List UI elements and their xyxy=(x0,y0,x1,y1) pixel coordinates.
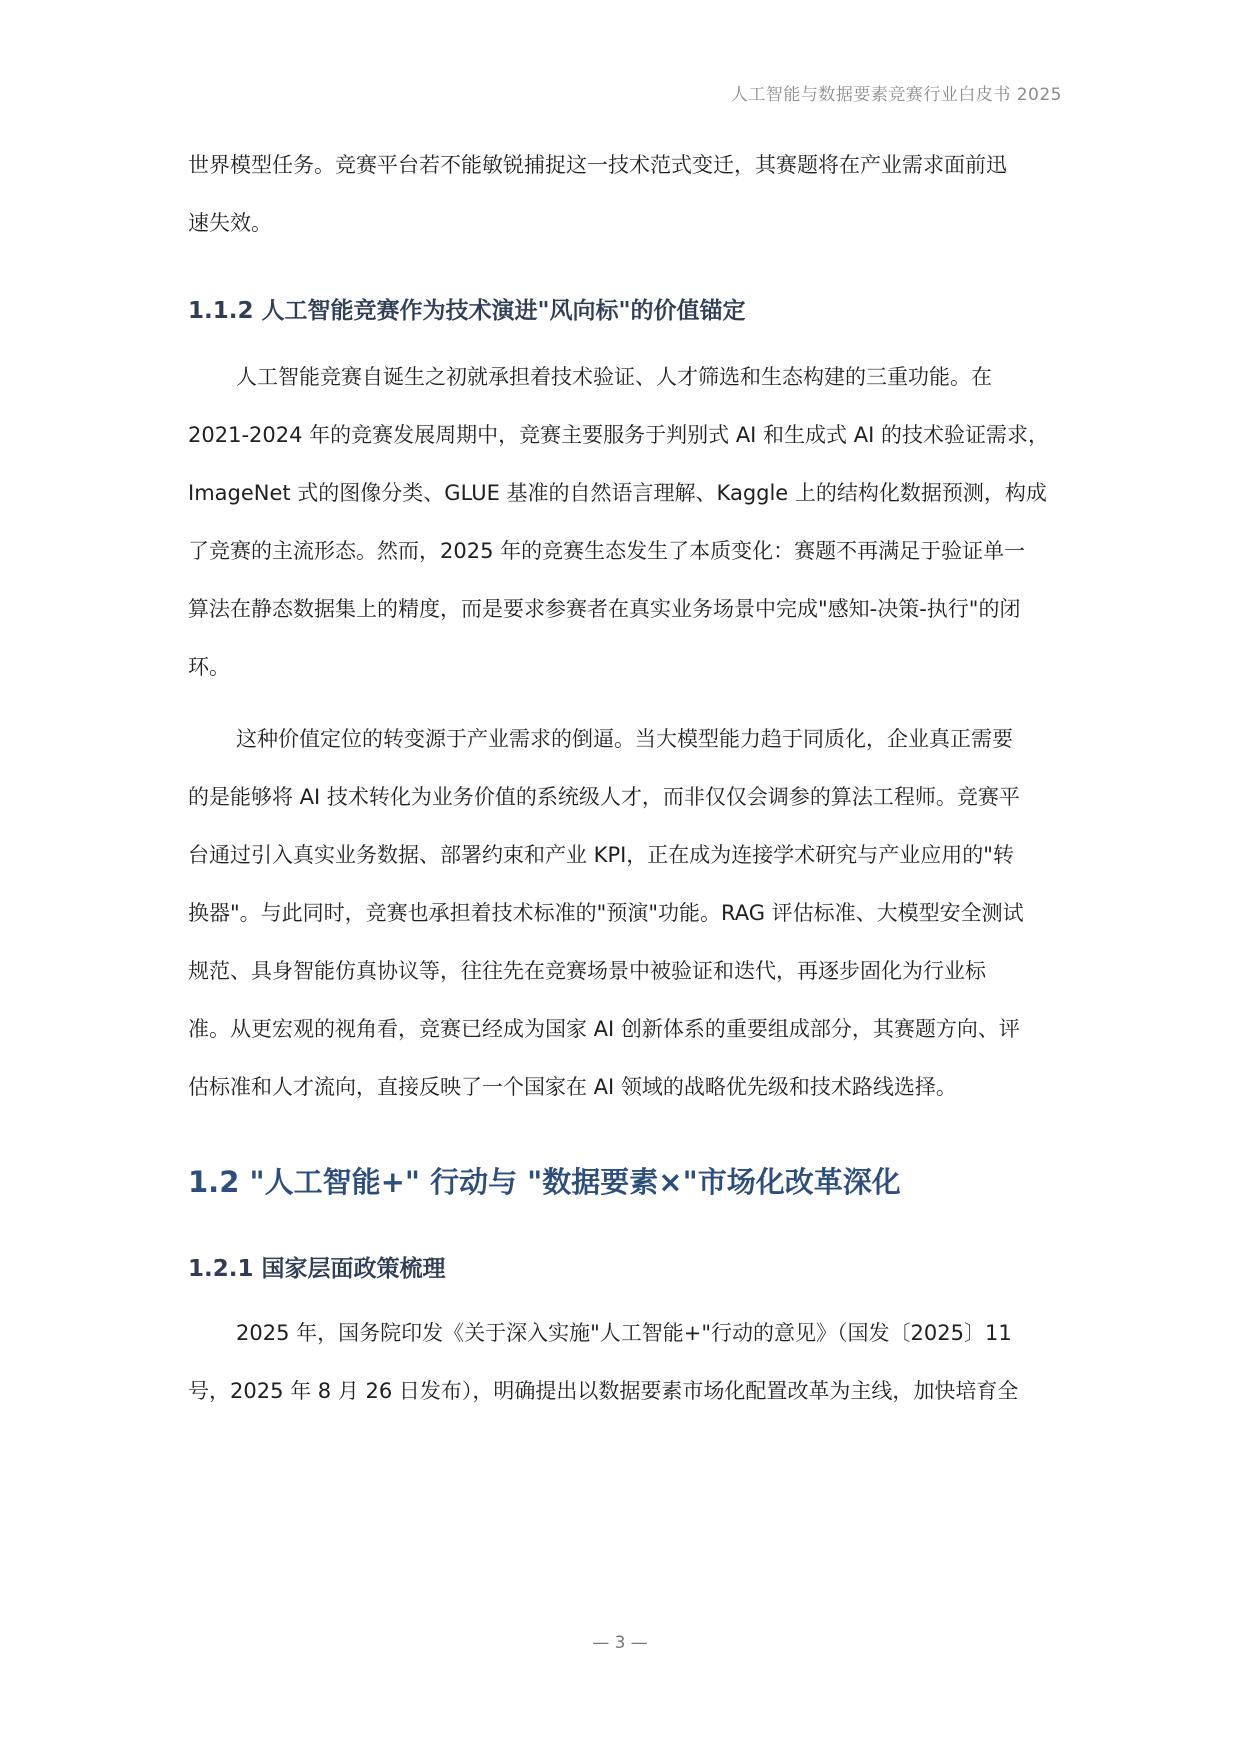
section-heading-1-2-1: 1.2.1 国家层面政策梳理 xyxy=(188,1256,446,1282)
body-text-line: 规范、具身智能仿真协议等，往往先在竞赛场景中被验证和迭代，再逐步固化为行业标 xyxy=(188,959,986,983)
body-text-line: 换器"。与此同时，竞赛也承担着技术标准的"预演"功能。RAG 评估标准、大模型安全测试 xyxy=(188,901,1024,925)
body-text-line: ImageNet 式的图像分类、GLUE 基准的自然语言理解、Kaggle 上的结构化数据预测，构成 xyxy=(188,481,1047,505)
body-text-line: 2021-2024 年的竞赛发展周期中，竞赛主要服务于判别式 AI 和生成式 AI 的技术验证需求， xyxy=(188,423,1049,447)
body-text-line: 的是能够将 AI 技术转化为业务价值的系统级人才，而非仅仅会调参的算法工程师。竞赛平 xyxy=(188,785,1020,809)
section-heading-1-2: 1.2 "人工智能+" 行动与 "数据要素×"市场化改革深化 xyxy=(188,1165,901,1199)
body-text-line: 环。 xyxy=(188,655,230,679)
body-text-line: 了竞赛的主流形态。然而，2025 年的竞赛生态发生了本质变化：赛题不再满足于验证单一 xyxy=(188,539,1026,563)
page-number: — 3 — xyxy=(592,1633,648,1653)
body-text-line: 号，2025 年 8 月 26 日发布），明确提出以数据要素市场化配置改革为主线，加快培育全 xyxy=(188,1379,1019,1403)
body-text-line: 准。从更宏观的视角看，竞赛已经成为国家 AI 创新体系的重要组成部分，其赛题方向、评 xyxy=(188,1017,1020,1041)
body-text-line: 速失效。 xyxy=(188,211,272,235)
running-header: 人工智能与数据要素竞赛行业白皮书 2025 xyxy=(730,85,1062,105)
body-text-line: 2025 年，国务院印发《关于深入实施"人工智能+"行动的意见》（国发〔2025〕11 xyxy=(236,1321,1012,1345)
body-text-line: 台通过引入真实业务数据、部署约束和产业 KPI，正在成为连接学术研究与产业应用的"转 xyxy=(188,843,1014,867)
section-heading-1-1-2: 1.1.2 人工智能竞赛作为技术演进"风向标"的价值锚定 xyxy=(188,298,746,324)
body-text-line: 估标准和人才流向，直接反映了一个国家在 AI 领域的战略优先级和技术路线选择。 xyxy=(188,1075,957,1099)
body-text-line: 这种价值定位的转变源于产业需求的倒逼。当大模型能力趋于同质化，企业真正需要 xyxy=(236,727,1013,751)
body-text-line: 世界模型任务。竞赛平台若不能敏锐捕捉这一技术范式变迁，其赛题将在产业需求面前迅 xyxy=(188,153,1007,177)
body-text-line: 算法在静态数据集上的精度，而是要求参赛者在真实业务场景中完成"感知-决策-执行"的闭 xyxy=(188,597,1021,621)
body-text-line: 人工智能竞赛自诞生之初就承担着技术验证、人才筛选和生态构建的三重功能。在 xyxy=(236,365,992,389)
